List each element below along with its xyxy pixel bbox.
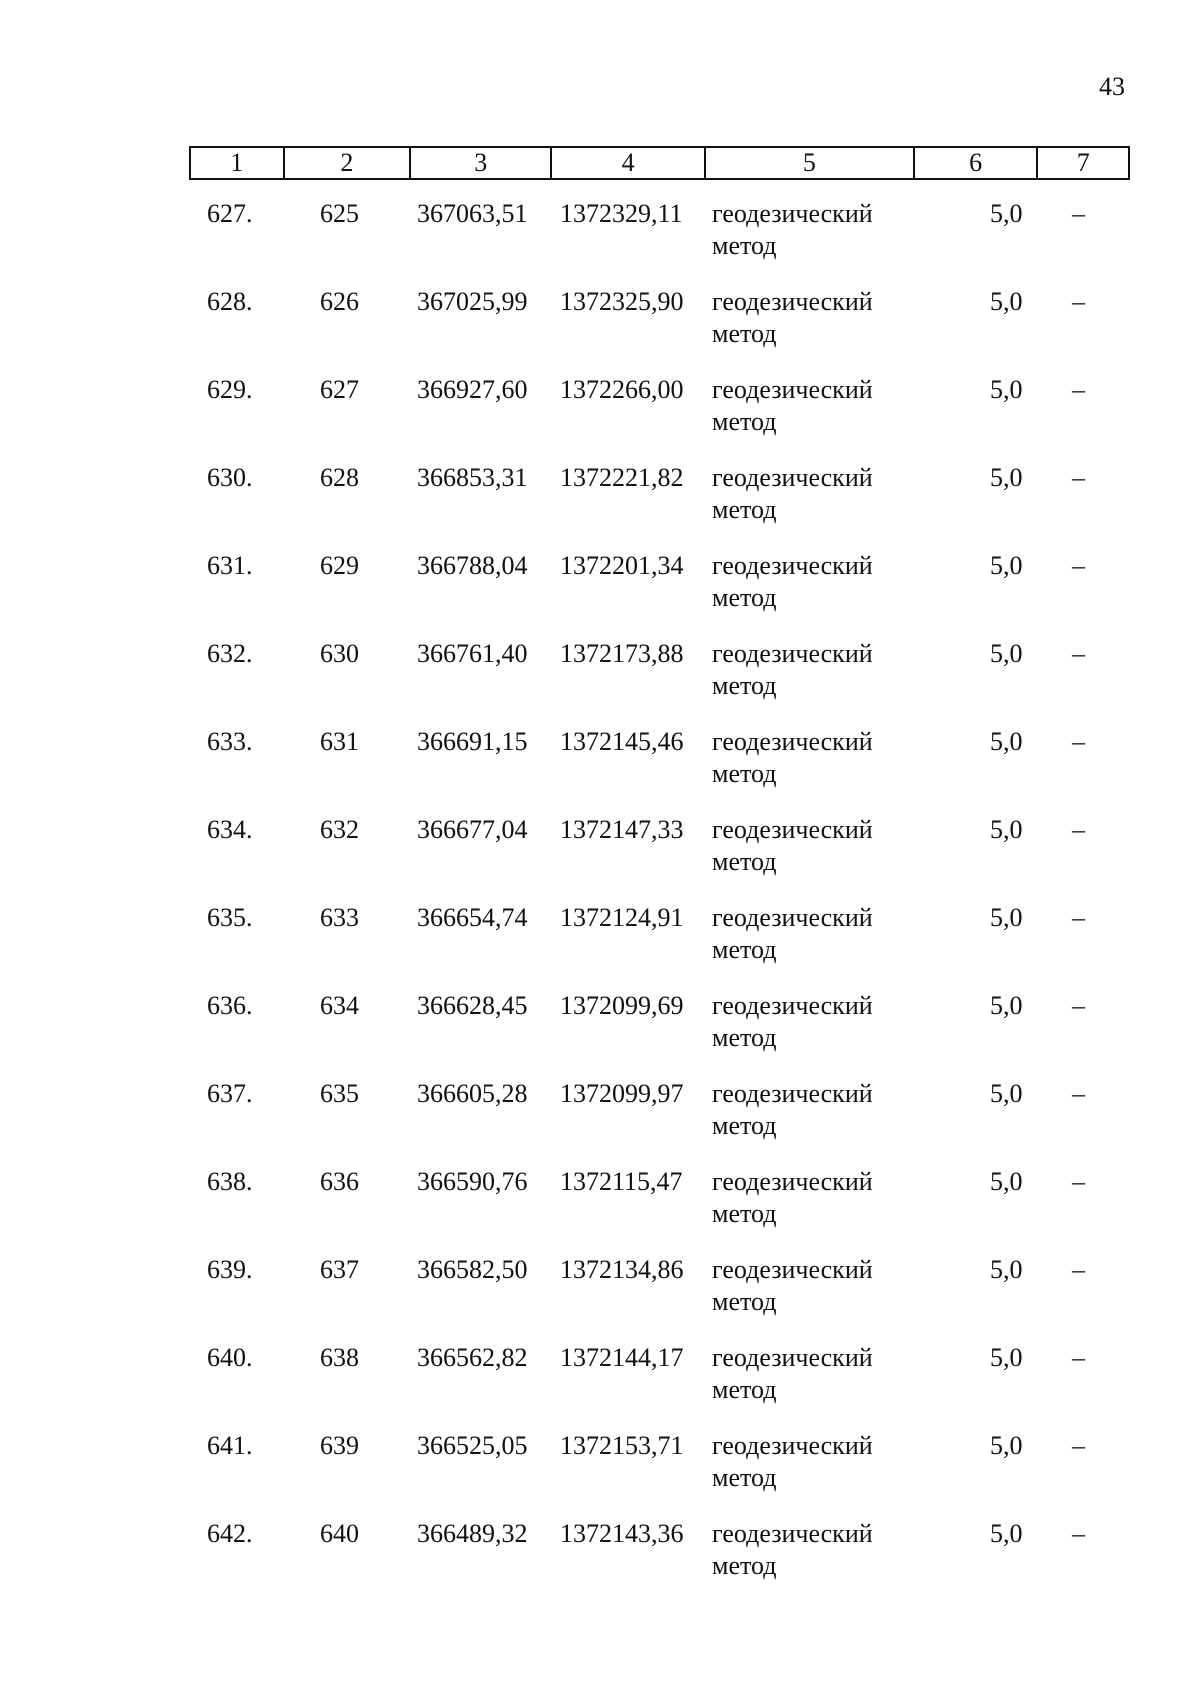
y-coordinate: 1372143,36 xyxy=(560,1519,684,1548)
y-coordinate: 1372173,88 xyxy=(560,639,684,668)
x-coordinate: 366788,04 xyxy=(417,551,528,580)
method: геодезический метод xyxy=(712,551,873,612)
table-row xyxy=(0,374,1200,462)
table-row xyxy=(0,1166,1200,1254)
note: – xyxy=(1072,903,1085,932)
method: геодезический метод xyxy=(712,1255,873,1316)
accuracy: 5,0 xyxy=(990,1167,1023,1196)
row-number: 632. xyxy=(207,639,253,668)
header-col-1: 1 xyxy=(191,148,285,178)
y-coordinate: 1372325,90 xyxy=(560,287,684,316)
x-coordinate: 366582,50 xyxy=(417,1255,528,1284)
y-coordinate: 1372147,33 xyxy=(560,815,684,844)
point-number: 629 xyxy=(320,551,359,580)
point-number: 625 xyxy=(320,199,359,228)
table-row xyxy=(0,814,1200,902)
accuracy: 5,0 xyxy=(990,199,1023,228)
header-col-5: 5 xyxy=(706,148,915,178)
x-coordinate: 366677,04 xyxy=(417,815,528,844)
table-body xyxy=(0,198,1200,1606)
point-number: 634 xyxy=(320,991,359,1020)
point-number: 635 xyxy=(320,1079,359,1108)
header-col-3: 3 xyxy=(411,148,552,178)
table-row xyxy=(0,462,1200,550)
page-number: 43 xyxy=(1099,72,1125,101)
note: – xyxy=(1072,1431,1085,1460)
x-coordinate: 366654,74 xyxy=(417,903,528,932)
header-col-7: 7 xyxy=(1076,148,1090,177)
x-coordinate: 366853,31 xyxy=(417,463,528,492)
table-header xyxy=(189,146,1130,180)
note: – xyxy=(1072,551,1085,580)
point-number: 633 xyxy=(320,903,359,932)
y-coordinate: 1372266,00 xyxy=(560,375,684,404)
method: геодезический метод xyxy=(712,199,873,260)
method: геодезический метод xyxy=(712,639,873,700)
note: – xyxy=(1072,1079,1085,1108)
method: геодезический метод xyxy=(712,1431,873,1492)
point-number: 640 xyxy=(320,1519,359,1548)
accuracy: 5,0 xyxy=(990,287,1023,316)
row-number: 635. xyxy=(207,903,253,932)
x-coordinate: 367063,51 xyxy=(417,199,528,228)
note: – xyxy=(1072,1519,1085,1548)
x-coordinate: 366628,45 xyxy=(417,991,528,1020)
x-coordinate: 366525,05 xyxy=(417,1431,528,1460)
y-coordinate: 1372115,47 xyxy=(560,1167,683,1196)
x-coordinate: 366562,82 xyxy=(417,1343,528,1372)
point-number: 631 xyxy=(320,727,359,756)
note: – xyxy=(1072,287,1085,316)
accuracy: 5,0 xyxy=(990,1079,1023,1108)
y-coordinate: 1372221,82 xyxy=(560,463,684,492)
row-number: 639. xyxy=(207,1255,253,1284)
accuracy: 5,0 xyxy=(990,1431,1023,1460)
y-coordinate: 1372145,46 xyxy=(560,727,684,756)
row-number: 634. xyxy=(207,815,253,844)
method: геодезический метод xyxy=(712,991,873,1052)
method: геодезический метод xyxy=(712,463,873,524)
row-number: 640. xyxy=(207,1343,253,1372)
row-number: 631. xyxy=(207,551,253,580)
note: – xyxy=(1072,375,1085,404)
table-row xyxy=(0,286,1200,374)
method: геодезический метод xyxy=(712,1343,873,1404)
accuracy: 5,0 xyxy=(990,1255,1023,1284)
accuracy: 5,0 xyxy=(990,1519,1023,1548)
table-row xyxy=(0,1342,1200,1430)
table-row xyxy=(0,198,1200,286)
header-col-2: 2 xyxy=(285,148,411,178)
table-row xyxy=(0,902,1200,990)
point-number: 630 xyxy=(320,639,359,668)
point-number: 627 xyxy=(320,375,359,404)
accuracy: 5,0 xyxy=(990,815,1023,844)
accuracy: 5,0 xyxy=(990,375,1023,404)
x-coordinate: 366590,76 xyxy=(417,1167,528,1196)
table-row xyxy=(0,990,1200,1078)
y-coordinate: 1372099,69 xyxy=(560,991,684,1020)
method: геодезический метод xyxy=(712,815,873,876)
y-coordinate: 1372099,97 xyxy=(560,1079,684,1108)
x-coordinate: 366489,32 xyxy=(417,1519,528,1548)
note: – xyxy=(1072,1255,1085,1284)
accuracy: 5,0 xyxy=(990,991,1023,1020)
x-coordinate: 366761,40 xyxy=(417,639,528,668)
row-number: 627. xyxy=(207,199,253,228)
method: геодезический метод xyxy=(712,903,873,964)
y-coordinate: 1372134,86 xyxy=(560,1255,684,1284)
table-row xyxy=(0,550,1200,638)
table-row xyxy=(0,1254,1200,1342)
row-number: 629. xyxy=(207,375,253,404)
point-number: 628 xyxy=(320,463,359,492)
table-row xyxy=(0,1518,1200,1606)
method: геодезический метод xyxy=(712,1167,873,1228)
method: геодезический метод xyxy=(712,287,873,348)
row-number: 630. xyxy=(207,463,253,492)
note: – xyxy=(1072,815,1085,844)
method: геодезический метод xyxy=(712,1519,873,1580)
row-number: 628. xyxy=(207,287,253,316)
accuracy: 5,0 xyxy=(990,903,1023,932)
note: – xyxy=(1072,991,1085,1020)
note: – xyxy=(1072,1167,1085,1196)
y-coordinate: 1372201,34 xyxy=(560,551,684,580)
accuracy: 5,0 xyxy=(990,639,1023,668)
row-number: 642. xyxy=(207,1519,253,1548)
x-coordinate: 366927,60 xyxy=(417,375,528,404)
table-row xyxy=(0,726,1200,814)
header-col-4: 4 xyxy=(552,148,705,178)
row-number: 638. xyxy=(207,1167,253,1196)
point-number: 632 xyxy=(320,815,359,844)
accuracy: 5,0 xyxy=(990,551,1023,580)
table-row xyxy=(0,1078,1200,1166)
point-number: 626 xyxy=(320,287,359,316)
accuracy: 5,0 xyxy=(990,1343,1023,1372)
x-coordinate: 366605,28 xyxy=(417,1079,528,1108)
y-coordinate: 1372124,91 xyxy=(560,903,684,932)
x-coordinate: 366691,15 xyxy=(417,727,528,756)
row-number: 641. xyxy=(207,1431,253,1460)
table-row xyxy=(0,638,1200,726)
row-number: 637. xyxy=(207,1079,253,1108)
header-col-6: 6 xyxy=(915,148,1038,178)
note: – xyxy=(1072,1343,1085,1372)
y-coordinate: 1372329,11 xyxy=(560,199,683,228)
note: – xyxy=(1072,463,1085,492)
note: – xyxy=(1072,199,1085,228)
accuracy: 5,0 xyxy=(990,727,1023,756)
note: – xyxy=(1072,639,1085,668)
point-number: 638 xyxy=(320,1343,359,1372)
point-number: 637 xyxy=(320,1255,359,1284)
method: геодезический метод xyxy=(712,727,873,788)
table-row xyxy=(0,1430,1200,1518)
y-coordinate: 1372153,71 xyxy=(560,1431,684,1460)
point-number: 636 xyxy=(320,1167,359,1196)
x-coordinate: 367025,99 xyxy=(417,287,528,316)
note: – xyxy=(1072,727,1085,756)
method: геодезический метод xyxy=(712,1079,873,1140)
y-coordinate: 1372144,17 xyxy=(560,1343,684,1372)
method: геодезический метод xyxy=(712,375,873,436)
point-number: 639 xyxy=(320,1431,359,1460)
row-number: 636. xyxy=(207,991,253,1020)
row-number: 633. xyxy=(207,727,253,756)
accuracy: 5,0 xyxy=(990,463,1023,492)
